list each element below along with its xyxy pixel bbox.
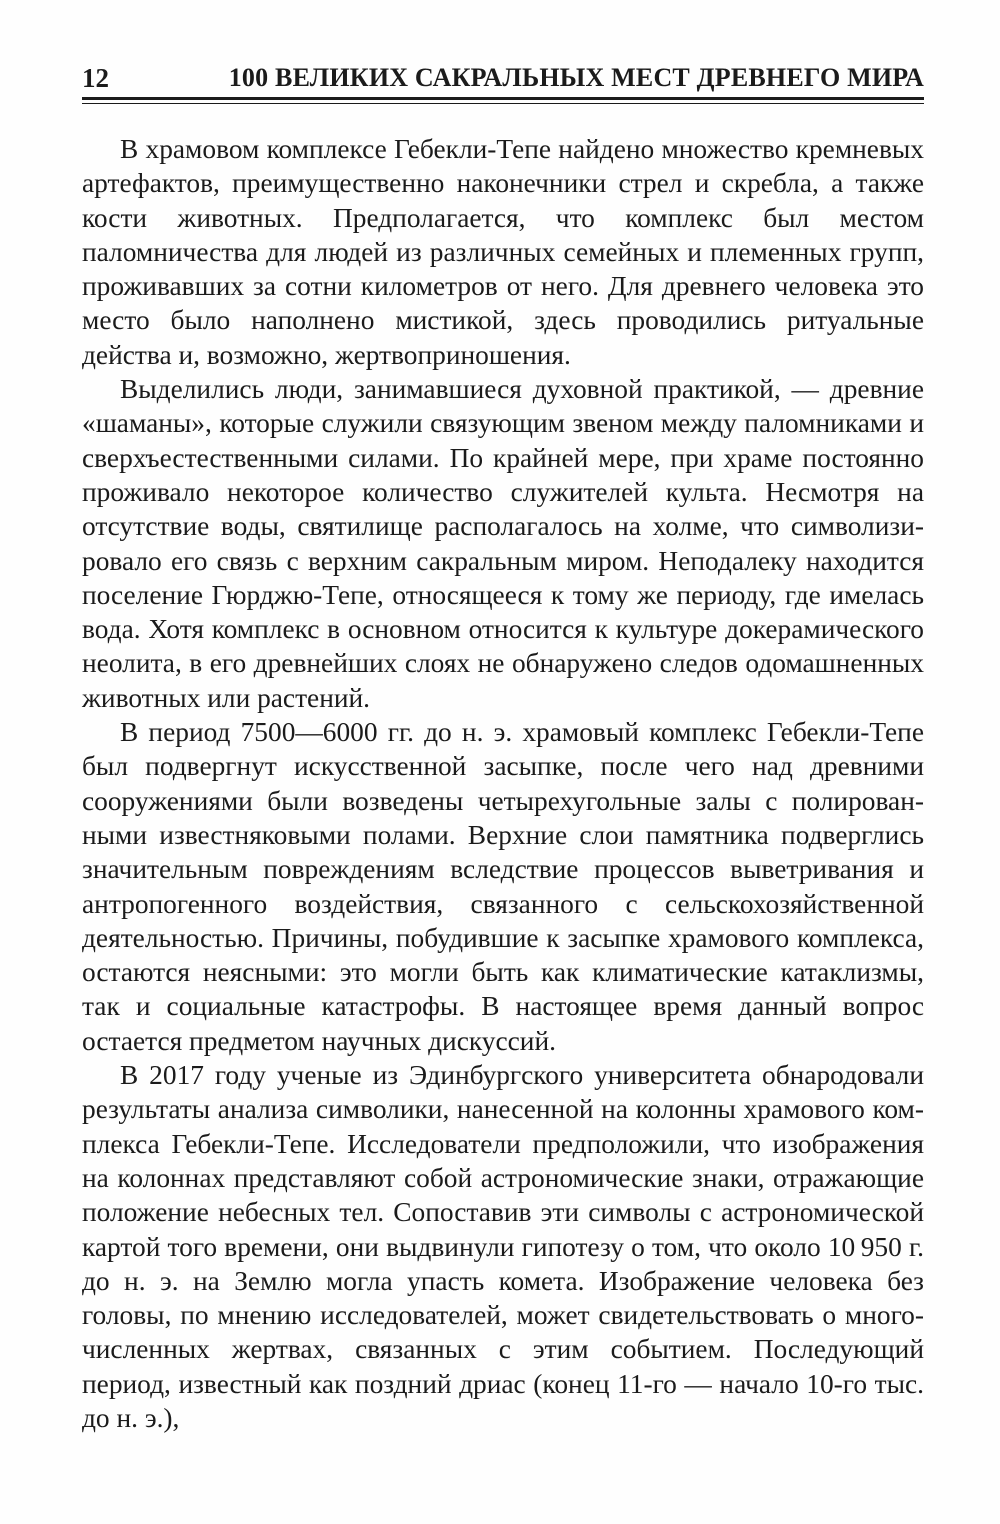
page-header xyxy=(82,62,924,94)
running-title: 100 ВЕЛИКИХ САКРАЛЬНЫХ МЕСТ ДРЕВНЕГО МИРА xyxy=(228,63,924,92)
paragraph: Выделились люди, занимавшиеся духовной практикой, — древние «шаманы», которые служили связующим звеном между паломниками и сверхъестественными силами. По крайней мере, при храме постоянно проживало некоторое количество служителей культа. Несмотря на отсутствие воды, святилище располагалось на холме, что символизировало его связь с верхним сакральным миром. Неподалеку находится поселение Гюрджю-Тепе, относящееся к тому же периоду, где имелась вода. Хотя комплекс в основном относится к культуре докерамического неолита, в его древнейших слоях не обнаружено следов одомашненных животных или растений. xyxy=(82,374,924,713)
page-number: 12 xyxy=(82,63,109,93)
header-rule-thick xyxy=(82,97,924,100)
header-rule-thin xyxy=(82,103,924,104)
paragraph: В период 7500—6000 гг. до н. э. храмовый комплекс Гебекли-Тепе был подвергнут искусственной засыпке, после чего над древними сооружениями были возведены четырехугольные залы с полированными известняковыми полами. Верхние слои памятника подверглись значительным повреждениям вследствие процессов выветривания и антропогенного воздействия, связанного с сельскохозяйственной деятельностью. Причины, побудившие к засыпке храмового комплекса, остаются неясными: это могли быть как климатические катаклизмы, так и социальные катастрофы. В настоящее время данный вопрос остается предметом научных дискуссий. xyxy=(82,717,924,1056)
paragraph: В 2017 году ученые из Эдинбургского университета обнародовали результаты анализа символики, нанесенной на колонны храмового комплекса Гебекли-Тепе. Исследователи предположили, что изображения на колоннах представляют собой астрономические знаки, отражающие положение небесных тел. Сопоставив эти символы с астрономической картой того времени, они выдвинули гипотезу о том, что около 10 950 г. до н. э. на Землю могла упасть комета. Изображение человека без головы, по мнению исследователей, может свидетельствовать о многочисленных жертвах, связанных с этим событием. Последующий период, известный как поздний дриас (конец 11-го — начало 10-го тыс. до н. э.), xyxy=(82,1060,924,1433)
body-text xyxy=(82,132,924,1435)
paragraph: В храмовом комплексе Гебекли-Тепе найдено множество кремневых артефактов, преимущественно наконечники стрел и скребла, а также кости животных. Предполагается, что комплекс был местом паломничества для людей из различных семейных и племенных групп, проживавших за сотни километров от него. Для древнего человека это место было наполнено мистикой, здесь проводились ритуальные действа и, возможно, жертвоприношения. xyxy=(82,134,924,370)
